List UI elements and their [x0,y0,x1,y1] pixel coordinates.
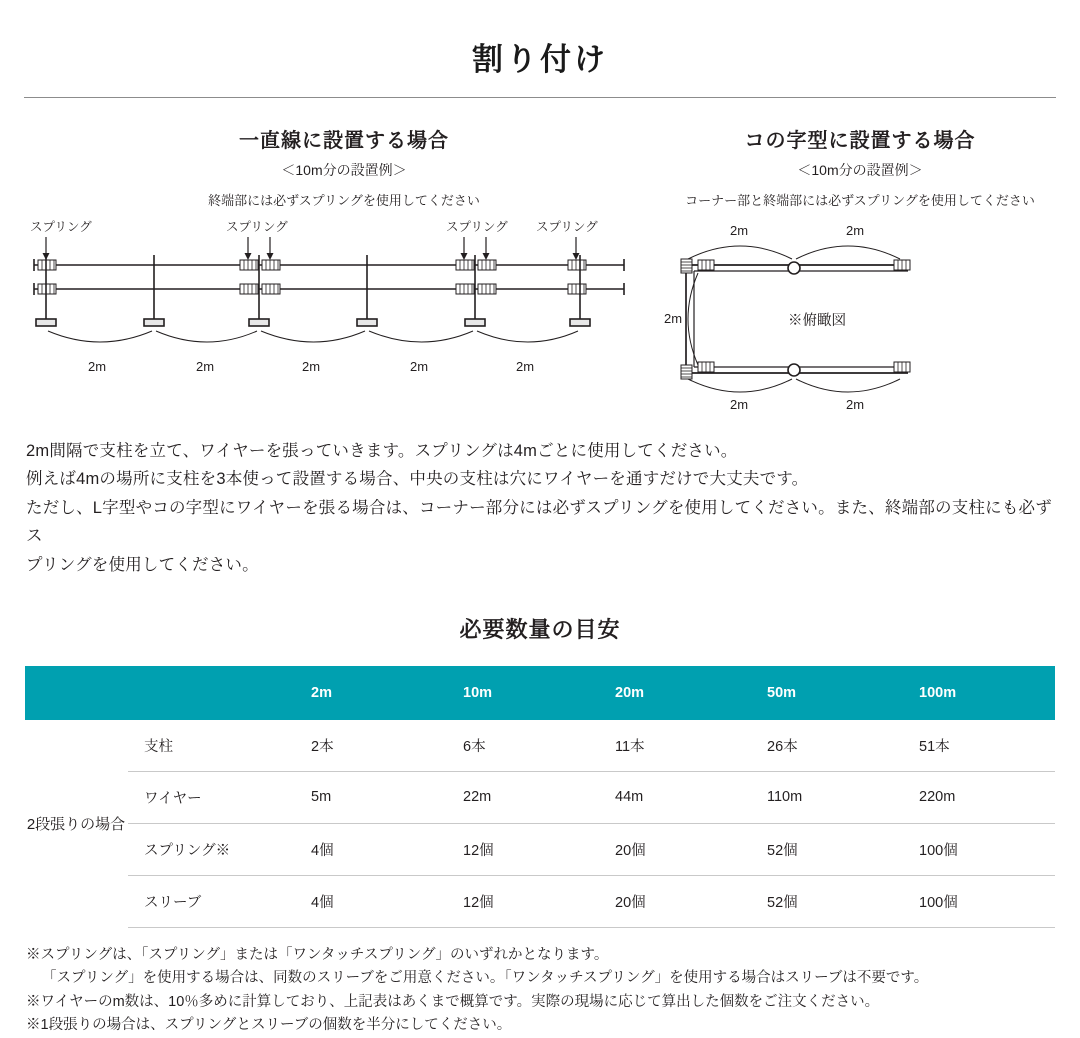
cell-value: 5m [295,771,447,823]
row-item-name: 支柱 [128,720,295,772]
row-item-name: スプリング※ [128,823,295,875]
cell-value: 12個 [447,875,599,927]
quantity-table [25,666,1055,928]
body-line-1: 2m間隔で支柱を立て、ワイヤーを張っていきます。スプリングは4mごとに使用してください。 [26,442,738,460]
table-col-100m: 100m [903,666,1055,720]
diagram-u-shape [664,124,1056,419]
u-center-label: ※俯瞰図 [788,313,846,329]
cell-value: 100個 [903,875,1055,927]
table-row [25,875,1055,927]
row-group-label: 2段張りの場合 [26,816,126,834]
cell-value: 4個 [295,823,447,875]
table-body [25,720,1055,928]
cell-value: 22m [447,771,599,823]
diagram-u-note: ＜10m分の設置例＞ [797,162,923,178]
diagram-straight-desc: 終端部には必ずスプリングを使用してください [208,193,480,208]
row-item-name: ワイヤー [128,771,295,823]
cell-value: 52個 [751,823,903,875]
table-col-20m: 20m [599,666,751,720]
label-spring-2: スプリング [226,220,288,234]
u-span-top-2: 2m [846,223,865,238]
cell-value: 220m [903,771,1055,823]
table-row [25,823,1055,875]
row-item-name: スリーブ [128,875,295,927]
cell-value: 26本 [751,720,903,772]
footnotes [0,928,1080,1038]
body-line-3: ただし、L字型やコの字型にワイヤーを張る場合は、コーナー部分には必ずスプリングを使用してください。また、終端部の支柱にも必ずス [26,498,1052,546]
span-label-4: 2m [410,359,429,374]
cell-value: 100個 [903,823,1055,875]
table-corner-cell [25,666,295,720]
table-title: 必要数量の目安 [459,616,621,642]
span-label-2: 2m [196,359,215,374]
table-row [25,720,1055,772]
u-span-bottom-2: 2m [846,397,865,412]
diagram-straight-figure [24,219,664,379]
label-spring-4: スプリング [536,220,598,234]
table-head [25,666,1055,720]
span-label-1: 2m [88,359,107,374]
footnote-line-1: ※スプリングは、「スプリング」または「ワンタッチスプリング」のいずれかとなります。 [26,946,609,963]
diagram-section [0,98,1080,419]
table-col-2m: 2m [295,666,447,720]
cell-value: 44m [599,771,751,823]
cell-value: 12個 [447,823,599,875]
body-line-2: 例えば4mの場所に支柱を3本使って設置する場合、中央の支柱は穴にワイヤーを通すだけで大丈夫です。 [26,470,809,489]
table-row [25,771,1055,823]
cell-value: 20個 [599,823,751,875]
u-span-left: 2m [664,311,683,326]
diagram-straight-line [24,124,664,419]
body-line-4: プリングを使用してください。 [26,555,259,574]
body-text [0,419,1080,579]
cell-value: 2本 [295,720,447,772]
cell-value: 52個 [751,875,903,927]
span-label-3: 2m [302,359,321,374]
cell-value: 6本 [447,720,599,772]
table-col-50m: 50m [751,666,903,720]
cell-value: 20個 [599,875,751,927]
cell-value: 4個 [295,875,447,927]
label-spring-3: スプリング [446,220,508,234]
u-span-bottom-1: 2m [730,397,749,412]
diagram-u-figure [664,219,1056,419]
diagram-straight-note: ＜10m分の設置例＞ [281,162,407,178]
label-spring-1: スプリング [30,220,92,234]
table-col-10m: 10m [447,666,599,720]
footnote-line-4: ※1段張りの場合は、スプリングとスリーブの個数を半分にしてください。 [26,1017,512,1034]
span-label-5: 2m [516,359,535,374]
footnote-line-3: ※ワイヤーのm数は、10％多めに計算しており、上記表はあくまで概算です。実際の現場に応じて算出した個数をご注文ください。 [26,993,880,1010]
page-title: 割り付け [472,42,608,77]
u-span-top-1: 2m [730,223,749,238]
cell-value: 110m [751,771,903,823]
diagram-u-title: コの字型に設置する場合 [744,130,976,152]
footnote-line-2: 「スプリング」を使用する場合は、同数のスリーブをご用意ください。「ワンタッチスプリング」を使用する場合はスリーブは不要です。 [42,970,929,987]
cell-value: 51本 [903,720,1055,772]
diagram-u-desc: コーナー部と終端部には必ずスプリングを使用してください [685,193,1035,208]
diagram-straight-title: 一直線に設置する場合 [239,130,449,152]
cell-value: 11本 [599,720,751,772]
table-header-row [25,666,1055,720]
